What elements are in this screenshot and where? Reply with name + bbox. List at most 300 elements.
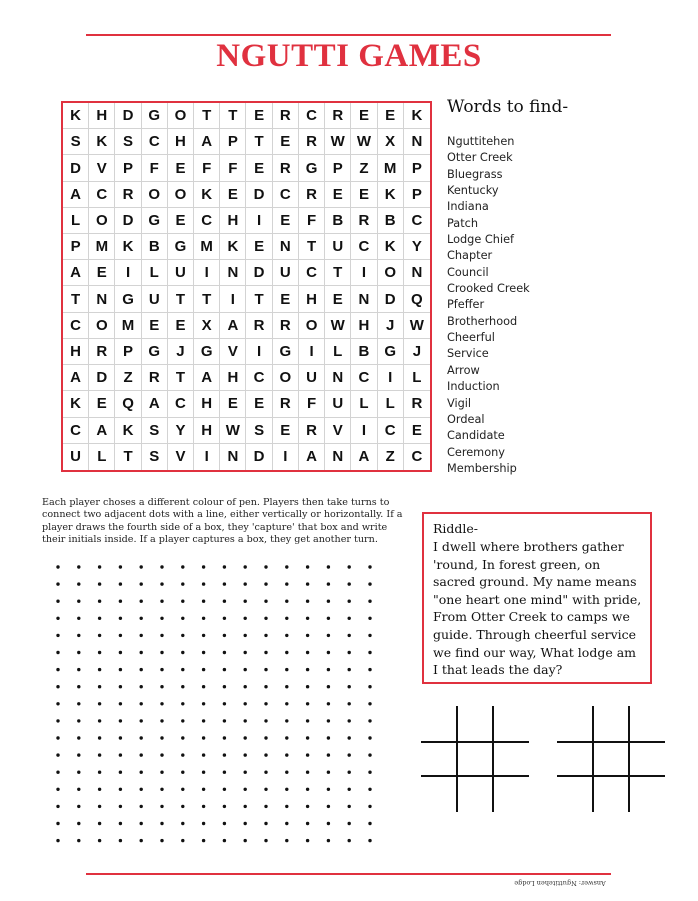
dot[interactable] xyxy=(160,634,163,637)
dot[interactable] xyxy=(327,634,330,637)
letter-cell[interactable]: R xyxy=(89,339,115,365)
dot[interactable] xyxy=(140,822,143,825)
dot[interactable] xyxy=(119,771,122,774)
dot[interactable] xyxy=(327,651,330,654)
letter-cell[interactable]: L xyxy=(142,260,168,286)
dot[interactable] xyxy=(244,839,247,842)
dot[interactable] xyxy=(244,753,247,756)
dot[interactable] xyxy=(223,617,226,620)
dot[interactable] xyxy=(77,719,80,722)
dot[interactable] xyxy=(327,771,330,774)
letter-cell[interactable]: M xyxy=(378,155,404,181)
dot[interactable] xyxy=(285,788,288,791)
letter-cell[interactable]: Y xyxy=(404,234,430,260)
letter-cell[interactable]: D xyxy=(246,444,272,470)
letter-cell[interactable]: I xyxy=(378,365,404,391)
dot[interactable] xyxy=(348,771,351,774)
letter-cell[interactable]: O xyxy=(273,365,299,391)
dot[interactable] xyxy=(119,736,122,739)
dot[interactable] xyxy=(348,753,351,756)
letter-cell[interactable]: E xyxy=(325,182,351,208)
dot[interactable] xyxy=(119,617,122,620)
letter-cell[interactable]: I xyxy=(246,339,272,365)
letter-cell[interactable]: O xyxy=(378,260,404,286)
letter-cell[interactable]: W xyxy=(220,418,246,444)
dot[interactable] xyxy=(202,753,205,756)
letter-cell[interactable]: E xyxy=(273,418,299,444)
letter-cell[interactable]: M xyxy=(194,234,220,260)
letter-cell[interactable]: P xyxy=(325,155,351,181)
letter-cell[interactable]: Z xyxy=(351,155,377,181)
dot[interactable] xyxy=(348,685,351,688)
letter-cell[interactable]: U xyxy=(299,365,325,391)
dot[interactable] xyxy=(306,582,309,585)
letter-cell[interactable]: S xyxy=(142,444,168,470)
letter-cell[interactable]: L xyxy=(378,391,404,417)
dot[interactable] xyxy=(181,736,184,739)
letter-cell[interactable]: R xyxy=(273,155,299,181)
dot[interactable] xyxy=(306,651,309,654)
letter-cell[interactable]: S xyxy=(142,418,168,444)
letter-cell[interactable]: T xyxy=(168,286,194,312)
dot[interactable] xyxy=(348,719,351,722)
dot[interactable] xyxy=(368,582,371,585)
dot[interactable] xyxy=(56,702,59,705)
letter-cell[interactable]: R xyxy=(246,313,272,339)
letter-cell[interactable]: A xyxy=(63,260,89,286)
letter-cell[interactable]: R xyxy=(299,182,325,208)
dot[interactable] xyxy=(244,736,247,739)
letter-cell[interactable]: E xyxy=(273,129,299,155)
dot[interactable] xyxy=(264,634,267,637)
letter-cell[interactable]: R xyxy=(273,103,299,129)
letter-cell[interactable]: L xyxy=(89,444,115,470)
dot[interactable] xyxy=(244,565,247,568)
dot[interactable] xyxy=(244,668,247,671)
letter-cell[interactable]: C xyxy=(299,260,325,286)
dot[interactable] xyxy=(202,582,205,585)
dot[interactable] xyxy=(202,788,205,791)
dot[interactable] xyxy=(368,805,371,808)
letter-cell[interactable]: N xyxy=(325,365,351,391)
dot[interactable] xyxy=(368,617,371,620)
dot[interactable] xyxy=(244,771,247,774)
letter-cell[interactable]: P xyxy=(63,234,89,260)
letter-cell[interactable]: K xyxy=(378,234,404,260)
dot[interactable] xyxy=(327,719,330,722)
letter-cell[interactable]: K xyxy=(63,391,89,417)
dot[interactable] xyxy=(368,822,371,825)
dot[interactable] xyxy=(348,565,351,568)
letter-cell[interactable]: E xyxy=(351,103,377,129)
dot[interactable] xyxy=(285,582,288,585)
letter-cell[interactable]: Z xyxy=(378,444,404,470)
dot[interactable] xyxy=(327,839,330,842)
dot[interactable] xyxy=(140,668,143,671)
dot[interactable] xyxy=(181,617,184,620)
dot[interactable] xyxy=(223,839,226,842)
letter-cell[interactable]: F xyxy=(299,208,325,234)
dot[interactable] xyxy=(244,805,247,808)
dot[interactable] xyxy=(306,719,309,722)
dot[interactable] xyxy=(327,805,330,808)
dot[interactable] xyxy=(327,565,330,568)
dot[interactable] xyxy=(202,736,205,739)
letter-cell[interactable]: B xyxy=(378,208,404,234)
dot[interactable] xyxy=(202,600,205,603)
dot[interactable] xyxy=(77,736,80,739)
dot[interactable] xyxy=(98,668,101,671)
dot[interactable] xyxy=(77,702,80,705)
dot[interactable] xyxy=(181,771,184,774)
dot[interactable] xyxy=(202,702,205,705)
dot[interactable] xyxy=(264,788,267,791)
dot[interactable] xyxy=(98,753,101,756)
dot[interactable] xyxy=(98,736,101,739)
dot[interactable] xyxy=(98,771,101,774)
letter-cell[interactable]: B xyxy=(351,339,377,365)
letter-cell[interactable]: R xyxy=(299,418,325,444)
dot[interactable] xyxy=(223,771,226,774)
dot[interactable] xyxy=(306,702,309,705)
dot[interactable] xyxy=(285,668,288,671)
dot[interactable] xyxy=(264,565,267,568)
dot[interactable] xyxy=(119,565,122,568)
dot[interactable] xyxy=(98,565,101,568)
letter-cell[interactable]: I xyxy=(220,286,246,312)
letter-cell[interactable]: E xyxy=(246,391,272,417)
dot[interactable] xyxy=(98,719,101,722)
letter-cell[interactable]: W xyxy=(325,129,351,155)
dot[interactable] xyxy=(140,600,143,603)
letter-cell[interactable]: K xyxy=(378,182,404,208)
letter-cell[interactable]: A xyxy=(194,365,220,391)
letter-cell[interactable]: C xyxy=(351,234,377,260)
letter-cell[interactable]: R xyxy=(115,182,141,208)
letter-cell[interactable]: S xyxy=(63,129,89,155)
tic-tac-toe-grid-2[interactable] xyxy=(557,706,665,812)
dot[interactable] xyxy=(285,600,288,603)
dot[interactable] xyxy=(348,634,351,637)
dot[interactable] xyxy=(306,600,309,603)
dot[interactable] xyxy=(119,822,122,825)
dot[interactable] xyxy=(223,702,226,705)
dot[interactable] xyxy=(77,634,80,637)
letter-cell[interactable]: I xyxy=(246,208,272,234)
letter-cell[interactable]: G xyxy=(299,155,325,181)
letter-cell[interactable]: V xyxy=(89,155,115,181)
dot[interactable] xyxy=(160,736,163,739)
dot[interactable] xyxy=(160,668,163,671)
dot[interactable] xyxy=(98,685,101,688)
dot[interactable] xyxy=(77,668,80,671)
letter-cell[interactable]: P xyxy=(220,129,246,155)
letter-cell[interactable]: I xyxy=(351,418,377,444)
dot[interactable] xyxy=(181,805,184,808)
letter-cell[interactable]: U xyxy=(325,234,351,260)
dot[interactable] xyxy=(140,736,143,739)
dot[interactable] xyxy=(264,719,267,722)
dot[interactable] xyxy=(140,805,143,808)
letter-cell[interactable]: K xyxy=(404,103,430,129)
dot[interactable] xyxy=(285,565,288,568)
dot[interactable] xyxy=(348,788,351,791)
dot[interactable] xyxy=(56,617,59,620)
dot[interactable] xyxy=(119,668,122,671)
dot[interactable] xyxy=(119,719,122,722)
letter-cell[interactable]: A xyxy=(194,129,220,155)
letter-cell[interactable]: G xyxy=(142,103,168,129)
letter-cell[interactable]: H xyxy=(194,418,220,444)
dot[interactable] xyxy=(181,702,184,705)
dot[interactable] xyxy=(327,668,330,671)
dot[interactable] xyxy=(244,719,247,722)
dot[interactable] xyxy=(223,634,226,637)
dot[interactable] xyxy=(264,651,267,654)
dot[interactable] xyxy=(56,651,59,654)
dot[interactable] xyxy=(119,685,122,688)
letter-cell[interactable]: U xyxy=(273,260,299,286)
letter-cell[interactable]: G xyxy=(115,286,141,312)
dot[interactable] xyxy=(348,839,351,842)
dot[interactable] xyxy=(348,600,351,603)
letter-cell[interactable]: N xyxy=(89,286,115,312)
dot[interactable] xyxy=(77,651,80,654)
dot[interactable] xyxy=(244,685,247,688)
letter-cell[interactable]: I xyxy=(299,339,325,365)
dot[interactable] xyxy=(160,805,163,808)
dot[interactable] xyxy=(306,771,309,774)
dot[interactable] xyxy=(244,600,247,603)
dot[interactable] xyxy=(285,685,288,688)
dot[interactable] xyxy=(264,668,267,671)
letter-cell[interactable]: L xyxy=(63,208,89,234)
dot[interactable] xyxy=(77,565,80,568)
letter-cell[interactable]: D xyxy=(63,155,89,181)
dot[interactable] xyxy=(56,634,59,637)
letter-cell[interactable]: D xyxy=(115,103,141,129)
dot[interactable] xyxy=(140,582,143,585)
dot[interactable] xyxy=(348,702,351,705)
letter-cell[interactable]: C xyxy=(63,418,89,444)
letter-cell[interactable]: I xyxy=(194,260,220,286)
dot[interactable] xyxy=(77,617,80,620)
letter-cell[interactable]: H xyxy=(194,391,220,417)
dot[interactable] xyxy=(56,565,59,568)
dot[interactable] xyxy=(160,839,163,842)
letter-cell[interactable]: S xyxy=(246,418,272,444)
dot[interactable] xyxy=(285,617,288,620)
dot[interactable] xyxy=(56,822,59,825)
dot[interactable] xyxy=(285,753,288,756)
letter-cell[interactable]: C xyxy=(299,103,325,129)
dot[interactable] xyxy=(285,651,288,654)
letter-cell[interactable]: L xyxy=(325,339,351,365)
dot[interactable] xyxy=(264,822,267,825)
dot[interactable] xyxy=(327,788,330,791)
dot[interactable] xyxy=(181,600,184,603)
dot[interactable] xyxy=(306,565,309,568)
dot[interactable] xyxy=(160,753,163,756)
dot[interactable] xyxy=(244,634,247,637)
letter-cell[interactable]: A xyxy=(63,365,89,391)
dot[interactable] xyxy=(285,702,288,705)
letter-cell[interactable]: U xyxy=(63,444,89,470)
letter-cell[interactable]: G xyxy=(168,234,194,260)
letter-cell[interactable]: R xyxy=(142,365,168,391)
dot[interactable] xyxy=(244,582,247,585)
letter-cell[interactable]: C xyxy=(89,182,115,208)
letter-cell[interactable]: A xyxy=(142,391,168,417)
letter-cell[interactable]: T xyxy=(63,286,89,312)
letter-cell[interactable]: F xyxy=(299,391,325,417)
letter-cell[interactable]: E xyxy=(246,155,272,181)
dot[interactable] xyxy=(223,788,226,791)
dot[interactable] xyxy=(368,788,371,791)
dot[interactable] xyxy=(368,702,371,705)
letter-cell[interactable]: G xyxy=(142,208,168,234)
dot[interactable] xyxy=(264,617,267,620)
letter-cell[interactable]: V xyxy=(168,444,194,470)
dot[interactable] xyxy=(368,771,371,774)
letter-cell[interactable]: N xyxy=(325,444,351,470)
dot[interactable] xyxy=(264,771,267,774)
dot[interactable] xyxy=(223,753,226,756)
letter-cell[interactable]: O xyxy=(89,208,115,234)
dot[interactable] xyxy=(264,702,267,705)
letter-cell[interactable]: D xyxy=(89,365,115,391)
dot[interactable] xyxy=(181,839,184,842)
letter-cell[interactable]: C xyxy=(411,448,423,466)
dot[interactable] xyxy=(119,582,122,585)
dot[interactable] xyxy=(98,617,101,620)
dot[interactable] xyxy=(327,702,330,705)
letter-cell[interactable]: J xyxy=(168,339,194,365)
dot[interactable] xyxy=(202,822,205,825)
dot[interactable] xyxy=(264,600,267,603)
letter-cell[interactable]: P xyxy=(115,339,141,365)
dot[interactable] xyxy=(119,634,122,637)
dot[interactable] xyxy=(202,668,205,671)
dot[interactable] xyxy=(160,600,163,603)
letter-cell[interactable]: E xyxy=(89,391,115,417)
letter-cell[interactable]: G xyxy=(273,339,299,365)
dot[interactable] xyxy=(119,753,122,756)
dot[interactable] xyxy=(140,839,143,842)
dot[interactable] xyxy=(181,719,184,722)
letter-cell[interactable]: A xyxy=(220,313,246,339)
letter-cell[interactable]: E xyxy=(404,418,430,444)
letter-cell[interactable]: P xyxy=(404,182,430,208)
letter-cell[interactable]: C xyxy=(404,208,430,234)
letter-cell[interactable]: C xyxy=(351,365,377,391)
letter-cell[interactable]: R xyxy=(404,391,430,417)
letter-cell[interactable]: K xyxy=(63,103,89,129)
letter-cell[interactable]: R xyxy=(299,129,325,155)
dot[interactable] xyxy=(368,839,371,842)
letter-cell[interactable]: G xyxy=(194,339,220,365)
letter-cell[interactable]: U xyxy=(325,391,351,417)
dot[interactable] xyxy=(244,702,247,705)
letter-cell[interactable]: O xyxy=(89,313,115,339)
dot[interactable] xyxy=(140,651,143,654)
letter-cell[interactable]: F xyxy=(194,155,220,181)
letter-cell[interactable]: V xyxy=(325,418,351,444)
dot[interactable] xyxy=(264,685,267,688)
letter-cell[interactable]: K xyxy=(115,234,141,260)
dot[interactable] xyxy=(160,685,163,688)
dot[interactable] xyxy=(160,651,163,654)
letter-cell[interactable]: C xyxy=(168,391,194,417)
dot[interactable] xyxy=(56,771,59,774)
letter-cell[interactable]: Z xyxy=(115,365,141,391)
dot[interactable] xyxy=(264,839,267,842)
letter-cell[interactable]: H xyxy=(168,129,194,155)
dot[interactable] xyxy=(202,634,205,637)
letter-cell[interactable]: J xyxy=(404,339,430,365)
letter-cell[interactable]: T xyxy=(168,365,194,391)
dot[interactable] xyxy=(327,600,330,603)
letter-cell[interactable]: E xyxy=(168,208,194,234)
dot[interactable] xyxy=(368,736,371,739)
dot[interactable] xyxy=(119,651,122,654)
dot[interactable] xyxy=(181,651,184,654)
dot[interactable] xyxy=(348,617,351,620)
dot[interactable] xyxy=(140,634,143,637)
dot[interactable] xyxy=(223,668,226,671)
letter-cell[interactable]: T xyxy=(325,260,351,286)
dot[interactable] xyxy=(306,788,309,791)
dot[interactable] xyxy=(348,805,351,808)
letter-cell[interactable]: X xyxy=(194,313,220,339)
letter-cell[interactable]: L xyxy=(351,391,377,417)
dot[interactable] xyxy=(181,822,184,825)
dot[interactable] xyxy=(368,565,371,568)
dot[interactable] xyxy=(140,719,143,722)
letter-cell[interactable]: I xyxy=(115,260,141,286)
dot[interactable] xyxy=(285,771,288,774)
dot[interactable] xyxy=(140,702,143,705)
dot[interactable] xyxy=(119,805,122,808)
dot[interactable] xyxy=(306,839,309,842)
dot[interactable] xyxy=(306,753,309,756)
letter-cell[interactable]: U xyxy=(168,260,194,286)
letter-cell[interactable]: R xyxy=(273,391,299,417)
letter-cell[interactable]: H xyxy=(63,339,89,365)
dot[interactable] xyxy=(181,753,184,756)
dot[interactable] xyxy=(348,736,351,739)
dot[interactable] xyxy=(77,805,80,808)
letter-cell[interactable]: D xyxy=(378,286,404,312)
letter-cell[interactable]: F xyxy=(220,155,246,181)
dot[interactable] xyxy=(285,839,288,842)
dot[interactable] xyxy=(56,600,59,603)
letter-cell[interactable]: D xyxy=(246,260,272,286)
letter-cell[interactable]: E xyxy=(246,234,272,260)
dot[interactable] xyxy=(223,565,226,568)
dot[interactable] xyxy=(98,822,101,825)
dot[interactable] xyxy=(223,822,226,825)
dot[interactable] xyxy=(348,668,351,671)
dot[interactable] xyxy=(56,685,59,688)
dot[interactable] xyxy=(56,788,59,791)
dot[interactable] xyxy=(306,805,309,808)
dot[interactable] xyxy=(202,839,205,842)
dot[interactable] xyxy=(119,600,122,603)
dot[interactable] xyxy=(119,839,122,842)
dot[interactable] xyxy=(202,771,205,774)
letter-cell[interactable]: X xyxy=(378,129,404,155)
